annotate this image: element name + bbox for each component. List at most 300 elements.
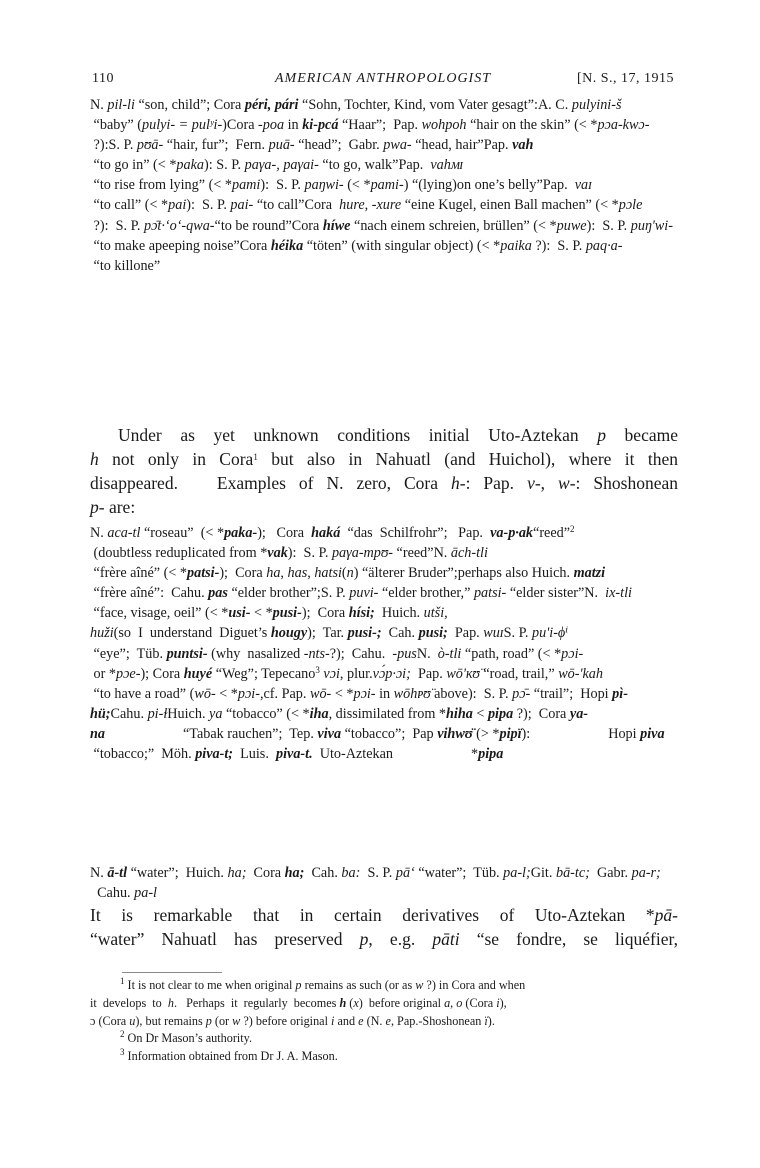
italic-term: has bbox=[287, 565, 308, 582]
text-run: ): bbox=[521, 725, 531, 742]
italic-term: h bbox=[451, 473, 460, 493]
text-run: ?): S. P. bbox=[90, 217, 144, 234]
text-run: and bbox=[334, 1013, 359, 1028]
text-run: ): S. P. bbox=[186, 197, 231, 214]
text-run: “hair, fur”; Fern. bbox=[163, 137, 269, 154]
text-run: ( bbox=[346, 995, 354, 1010]
footnote-rule bbox=[122, 972, 222, 973]
text-run: remains as such (or as bbox=[301, 978, 416, 992]
text-run: “Tabak rauchen”; Tep. bbox=[182, 725, 318, 742]
italic-term: paŋwi- bbox=[304, 177, 344, 194]
bold-italic-term: pipa bbox=[487, 705, 514, 722]
text-run: ); Tar. bbox=[307, 625, 348, 642]
italic-term: āch-tli bbox=[450, 545, 488, 562]
text-run: -: Pap. bbox=[459, 473, 528, 493]
italic-term: wohpoh bbox=[421, 117, 467, 134]
bold-italic-term: vah bbox=[512, 137, 534, 154]
text-run: “to have a road” ( bbox=[90, 685, 195, 702]
text-run: “to kill bbox=[90, 257, 134, 274]
bold-italic-term: viva bbox=[317, 725, 342, 742]
text-run: ); Cora bbox=[257, 525, 312, 541]
bold-italic-term: hiha bbox=[446, 705, 473, 722]
text-run: ); Cora bbox=[140, 665, 184, 682]
italic-term: ha; bbox=[227, 865, 247, 881]
bold-italic-term: pusi- bbox=[272, 605, 302, 622]
text-run: Cora bbox=[226, 117, 259, 134]
bold-italic-term: híwe bbox=[322, 217, 351, 234]
italic-term: pɔi- bbox=[561, 645, 584, 662]
italic-term: p bbox=[597, 425, 606, 445]
italic-term: e bbox=[358, 1013, 364, 1028]
text-run: above): S. P. bbox=[430, 685, 513, 702]
text-run: “to make a bbox=[90, 237, 155, 254]
footnote-marker: 1 bbox=[120, 976, 125, 986]
paragraph-line bbox=[90, 423, 678, 447]
text-run: (why nasalized bbox=[207, 645, 304, 662]
italic-term: o bbox=[456, 995, 463, 1010]
text-run: A. C. bbox=[537, 97, 572, 113]
etymology-list-a bbox=[90, 95, 678, 276]
text-run: “elder brother,” bbox=[378, 585, 474, 602]
text-run: “to rise from lying” (< * bbox=[90, 177, 232, 194]
text-run: , bbox=[307, 565, 315, 582]
bold-italic-term: hougy bbox=[270, 625, 308, 642]
italic-term: wōhᴘʊ̈ bbox=[393, 685, 431, 702]
text-run: “to be round” bbox=[214, 217, 292, 234]
text-run: Cahu. bbox=[90, 885, 135, 902]
text-run: “path, road” (< * bbox=[461, 645, 562, 662]
text-run: ?); Cora bbox=[513, 705, 570, 722]
entry-continuation-line bbox=[109, 137, 484, 153]
text-run: ) “(lying) bbox=[403, 177, 457, 194]
footnote-line bbox=[90, 995, 680, 1013]
italic-term: ò-tli bbox=[437, 645, 462, 662]
text-run: (N. bbox=[363, 1013, 386, 1028]
italic-term: pāti bbox=[432, 929, 460, 949]
text-run: < * bbox=[250, 605, 273, 622]
text-run: , Pap.-Shoshonean bbox=[390, 1013, 485, 1028]
italic-term: pɔ̄t·ʻoʻ-qwa- bbox=[144, 217, 215, 234]
text-run: “reed” bbox=[533, 525, 571, 541]
text-run: “water”; Huich. bbox=[127, 865, 228, 881]
italic-term: pɔi- bbox=[353, 685, 376, 702]
text-run: “to call” bbox=[253, 197, 305, 214]
bold-italic-term: pusi-; bbox=[347, 625, 382, 642]
text-run: , plur. bbox=[339, 665, 373, 682]
text-run: ) before original bbox=[358, 995, 445, 1010]
paragraph-line bbox=[90, 471, 678, 495]
italic-term: ha bbox=[266, 565, 281, 582]
footnote-marker: 2 bbox=[120, 1029, 125, 1040]
text-run: “Sohn, Tochter, Kind, vom Vater gesagt”: bbox=[298, 97, 538, 113]
text-run: ?) before original bbox=[240, 1013, 331, 1028]
text-run: ); Cora bbox=[301, 605, 349, 622]
bold-italic-term: ya-na bbox=[90, 705, 589, 742]
text-run: “to go, walk” bbox=[318, 157, 399, 174]
text-run: “road, trail,” bbox=[479, 665, 559, 682]
footnote-line bbox=[90, 1030, 680, 1048]
text-run: Pap. bbox=[410, 665, 447, 682]
bold-italic-term: pusi; bbox=[418, 625, 448, 642]
italic-term: utši, huži bbox=[90, 605, 448, 642]
footnote-marker: 1 bbox=[253, 452, 258, 462]
text-run: Cora bbox=[239, 237, 271, 254]
text-run: Pap. bbox=[447, 625, 484, 642]
text-run: “Haar”; Pap. bbox=[338, 117, 422, 134]
entry-continuation-line bbox=[155, 238, 240, 254]
text-run: “eine Kugel, einen Ball machen” (< * bbox=[401, 197, 619, 214]
text-run: < * bbox=[215, 685, 238, 702]
text-run: (Cora bbox=[462, 995, 497, 1010]
text-run: “water”; Tüb. bbox=[414, 865, 504, 881]
italic-term: pil-li bbox=[107, 97, 135, 113]
text-run: ) “älterer Bruder”; bbox=[353, 565, 458, 582]
entry-continuation-line bbox=[215, 218, 292, 234]
text-run: “tobacco”; Pap bbox=[341, 725, 438, 742]
text-run: * bbox=[471, 746, 479, 763]
italic-term: pu'i-ϕⁱ bbox=[532, 625, 569, 642]
text-run: N. bbox=[433, 545, 451, 562]
italic-term: aca-tl bbox=[107, 525, 141, 541]
text-run: ( bbox=[341, 565, 347, 582]
text-run: < * bbox=[331, 685, 354, 702]
italic-term: pami bbox=[231, 177, 261, 194]
text-run: , e.g. bbox=[368, 929, 433, 949]
paragraph-line bbox=[90, 927, 678, 951]
text-run: N. bbox=[584, 585, 606, 602]
bold-italic-term: piva bbox=[640, 725, 665, 742]
text-run: Cora bbox=[246, 865, 285, 881]
italic-term: pʊā- bbox=[136, 137, 164, 154]
bold-italic-term: matzi bbox=[573, 565, 606, 582]
italic-term: u bbox=[129, 1013, 136, 1028]
italic-term: hure bbox=[339, 197, 365, 214]
italic-term: -xure bbox=[371, 197, 402, 214]
italic-term: pa-r; bbox=[631, 865, 661, 881]
footnote-line bbox=[90, 1048, 680, 1066]
text-run: “to go in” (< * bbox=[90, 157, 177, 174]
text-run: cf. Pap. bbox=[263, 685, 310, 702]
text-run: N. bbox=[90, 865, 108, 881]
footnotes bbox=[90, 977, 680, 1066]
text-run: (> * bbox=[472, 725, 500, 742]
entry-continuation-line bbox=[393, 746, 503, 762]
text-run: “roseau” (< * bbox=[140, 525, 225, 541]
italic-term: pi-ɫ bbox=[147, 705, 168, 722]
text-run: Pap. bbox=[398, 157, 431, 174]
italic-term: vahᴍɪ bbox=[430, 157, 464, 174]
italic-term: p bbox=[205, 1013, 212, 1028]
text-run: “to call” (< * bbox=[90, 197, 169, 214]
text-run: “das Schilfrohr”; Pap. bbox=[340, 525, 491, 541]
italic-term: paq·a- bbox=[585, 237, 623, 254]
bold-italic-term: vihwʊ̈ bbox=[437, 725, 473, 742]
text-run: ): S. P. bbox=[260, 177, 305, 194]
text-run: S. P. bbox=[320, 585, 350, 602]
italic-term: -poa bbox=[258, 117, 285, 134]
italic-term: pai bbox=[168, 197, 187, 214]
bold-italic-term: ā-tl bbox=[107, 865, 128, 881]
italic-term: pa-l; bbox=[503, 865, 531, 881]
italic-term: w bbox=[232, 1013, 241, 1028]
bold-italic-term: héika bbox=[270, 237, 304, 254]
italic-term: puvi- bbox=[349, 585, 379, 602]
italic-term: pā- bbox=[654, 905, 678, 925]
text-run: ): S. P. bbox=[586, 217, 631, 234]
text-run: It is not clear to me when original bbox=[124, 978, 296, 992]
text-run: perhaps also Huich. bbox=[457, 565, 574, 582]
text-run: “se fondre, se liquéfier, bbox=[459, 929, 679, 949]
text-run: “frère aîné” (< * bbox=[90, 565, 187, 582]
text-run: on one’s belly” bbox=[456, 177, 543, 194]
text-run: it develops to bbox=[90, 995, 168, 1010]
italic-term: v bbox=[527, 473, 535, 493]
text-run: ), bbox=[499, 995, 507, 1010]
paragraph-water-derivatives bbox=[90, 903, 678, 951]
paragraph-line bbox=[90, 447, 678, 471]
entry-line bbox=[90, 97, 538, 113]
entry-continuation-line bbox=[114, 625, 504, 641]
italic-term: h bbox=[167, 995, 174, 1010]
italic-term: paka bbox=[176, 157, 205, 174]
italic-term: wō- bbox=[309, 685, 332, 702]
text-run: N. bbox=[90, 97, 108, 113]
running-header bbox=[92, 71, 674, 91]
text-run: Cora bbox=[304, 197, 340, 214]
italic-term: ya bbox=[209, 705, 223, 722]
text-run: ); Cora bbox=[219, 565, 267, 582]
text-run: “tobacco;” Möh. bbox=[90, 746, 196, 763]
italic-term: bā-tc; bbox=[555, 865, 590, 881]
bold-italic-term: piva-t; bbox=[195, 746, 234, 763]
text-run: ) bbox=[222, 117, 227, 134]
entry-continuation-line bbox=[457, 177, 543, 193]
text-run: in bbox=[375, 685, 394, 702]
italic-term: x bbox=[353, 995, 359, 1010]
text-run: “elder brother”; bbox=[227, 585, 321, 602]
text-run: “hair on the skin” (< * bbox=[466, 117, 598, 134]
entry-continuation-line bbox=[105, 726, 530, 742]
italic-term: pɔa-kwɔ- bbox=[597, 117, 650, 134]
bold-italic-term: iha bbox=[309, 705, 329, 722]
text-run: became bbox=[605, 425, 678, 445]
bold-italic-term: va-p·ak bbox=[490, 525, 534, 541]
text-run: one” bbox=[133, 257, 161, 274]
italic-term: ï bbox=[484, 1013, 488, 1028]
text-run: , bbox=[280, 565, 288, 582]
italic-term: paγa-mpʊ- bbox=[331, 545, 393, 562]
text-run: “eye”; Tüb. bbox=[90, 645, 167, 662]
text-run: N. bbox=[416, 645, 438, 662]
text-run: “son, child”; Cora bbox=[134, 97, 245, 113]
etymology-list-b bbox=[90, 523, 678, 764]
italic-term: vaɪ bbox=[574, 177, 592, 194]
text-run: “nach einem schreien, brüllen” (< * bbox=[350, 217, 557, 234]
volume-citation: [N. S., 17, 1915 bbox=[576, 71, 674, 86]
footnote-marker: 2 bbox=[570, 524, 575, 534]
text-run: Pap. bbox=[542, 177, 575, 194]
italic-term: wō-'kah bbox=[558, 665, 603, 682]
text-run: S. P. bbox=[503, 625, 533, 642]
italic-term: p bbox=[90, 497, 99, 517]
italic-term: i bbox=[331, 1013, 335, 1028]
text-run: but also in Nahuatl (and Huichol), where it then bbox=[257, 449, 679, 469]
text-run: ), but remains bbox=[135, 1013, 206, 1028]
entry-continuation-line bbox=[321, 585, 584, 601]
text-run: Cah. bbox=[381, 625, 419, 642]
paragraph-line bbox=[90, 903, 678, 927]
italic-term: w bbox=[558, 473, 570, 493]
text-run: ?) in Cora and when bbox=[423, 978, 526, 992]
text-run: , dissimilated from * bbox=[328, 705, 446, 722]
text-run: not only in Cora bbox=[98, 449, 254, 469]
paragraph-uto-aztekan-p bbox=[90, 423, 678, 519]
text-run: “reed” bbox=[393, 545, 434, 562]
italic-term: e bbox=[385, 1013, 391, 1028]
text-run: - are: bbox=[98, 497, 136, 517]
italic-term: wō- bbox=[194, 685, 216, 702]
text-run: -: Shoshonean bbox=[569, 473, 678, 493]
bold-italic-term: h bbox=[339, 995, 347, 1010]
italic-term: paγa-, paγai- bbox=[244, 157, 319, 174]
bold-italic-term: pipa bbox=[478, 746, 504, 763]
italic-term: patsi- bbox=[473, 585, 507, 602]
bold-italic-term: ki-pcá bbox=[302, 117, 339, 134]
bold-italic-term: pipï bbox=[499, 725, 522, 742]
italic-term: w bbox=[415, 978, 424, 992]
text-run: . Perhaps it regularly becomes bbox=[173, 995, 340, 1010]
bold-italic-term: ha; bbox=[284, 865, 305, 881]
text-run: Huich. bbox=[374, 605, 424, 622]
text-run: “töten” (with singular object) (< * bbox=[303, 237, 501, 254]
text-run: ): S. P. bbox=[287, 545, 332, 562]
italic-term: ix-tli bbox=[605, 585, 632, 602]
italic-term: n bbox=[346, 565, 354, 582]
text-run: peeping noise” bbox=[155, 237, 240, 254]
text-run: “frère aîné”: Cahu. bbox=[90, 585, 209, 602]
entry-line bbox=[90, 865, 531, 881]
text-run: Pap. bbox=[483, 137, 513, 154]
italic-term: pa-l bbox=[134, 885, 157, 902]
italic-term: pɔle bbox=[618, 197, 643, 214]
italic-term: vɔ́p·ɔi; bbox=[372, 665, 411, 682]
italic-term: pwa- bbox=[383, 137, 412, 154]
bold-italic-term: haká bbox=[311, 525, 341, 541]
italic-term: ba: bbox=[341, 865, 361, 881]
text-run: in bbox=[284, 117, 303, 134]
text-run: Cora bbox=[291, 217, 323, 234]
text-run: Hopi bbox=[608, 725, 641, 742]
bold-italic-term: huyé bbox=[183, 665, 213, 682]
text-run: “trail”; Hopi bbox=[530, 685, 613, 702]
text-run: ?): S. P. bbox=[531, 237, 586, 254]
text-run: (or bbox=[211, 1013, 233, 1028]
text-run: ɔ (Cora bbox=[90, 1013, 130, 1028]
text-run: S. P. bbox=[360, 865, 396, 881]
text-run: Information obtained from Dr J. A. Mason. bbox=[124, 1049, 338, 1064]
text-run: Cahu. bbox=[110, 705, 148, 722]
italic-term: -pus bbox=[392, 645, 417, 662]
bold-italic-term: pas bbox=[208, 585, 228, 602]
text-run: “elder sister” bbox=[506, 585, 585, 602]
italic-term: pulyini-š bbox=[571, 97, 622, 113]
text-run: ): S. P. bbox=[204, 157, 245, 174]
italic-term: pɔi- bbox=[237, 685, 260, 702]
text-run: ?): bbox=[90, 137, 109, 154]
text-run: Gabr. bbox=[589, 865, 632, 881]
text-run: (so I understand Diguet’s bbox=[113, 625, 271, 642]
text-run: “head, hair” bbox=[411, 137, 484, 154]
italic-term: p bbox=[295, 978, 302, 992]
text-run: ). bbox=[487, 1013, 495, 1028]
italic-term: h bbox=[90, 449, 99, 469]
text-run: S. P. bbox=[108, 137, 137, 154]
italic-term: wō'ᴋʊ̈ bbox=[446, 665, 480, 682]
bold-italic-term: patsi- bbox=[187, 565, 220, 582]
text-run: or * bbox=[90, 665, 117, 682]
entry-continuation-line bbox=[133, 258, 160, 274]
text-run: N. bbox=[90, 525, 108, 541]
footnote-line bbox=[90, 977, 680, 995]
bold-italic-term: puntsi- bbox=[166, 645, 208, 662]
italic-term: paika bbox=[500, 237, 532, 254]
text-run: It is remarkable that in certain derivatives of Uto-Aztekan * bbox=[90, 905, 655, 925]
text-run: “head”; Gabr. bbox=[294, 137, 384, 154]
text-run: “water” Nahuatl has preserved bbox=[90, 929, 360, 949]
italic-term: wuɪ bbox=[483, 625, 504, 642]
text-run: disappeared. Examples of N. zero, Cora bbox=[90, 473, 451, 493]
text-run: On Dr Mason’s authority. bbox=[124, 1031, 253, 1046]
italic-term: puwe bbox=[556, 217, 587, 234]
italic-term: pami- bbox=[370, 177, 404, 194]
italic-term: puā- bbox=[268, 137, 295, 154]
text-run: Uto-Aztekan bbox=[312, 746, 393, 763]
page-number: 110 bbox=[92, 71, 114, 86]
bold-italic-term: piva-t. bbox=[275, 746, 313, 763]
text-run: (< * bbox=[343, 177, 371, 194]
text-run: Cah. bbox=[304, 865, 342, 881]
text-run: , bbox=[259, 685, 264, 702]
italic-term: -nts- bbox=[303, 645, 330, 662]
bold-italic-term: usi- bbox=[228, 605, 251, 622]
italic-term: vɔi bbox=[323, 665, 340, 682]
text-run: “Weg”; Tepecano bbox=[212, 665, 316, 682]
italic-term: puŋ'wi- bbox=[630, 217, 673, 234]
text-run: < bbox=[472, 705, 488, 722]
italic-term: hatsi bbox=[314, 565, 342, 582]
entry-line bbox=[90, 525, 533, 541]
bold-italic-term: paka- bbox=[224, 525, 258, 541]
footnote-line bbox=[90, 1013, 680, 1031]
text-run: Luis. bbox=[233, 746, 276, 763]
italic-term: p bbox=[359, 929, 369, 949]
entry-continuation-line bbox=[111, 706, 168, 722]
footnote-marker: 3 bbox=[315, 664, 320, 675]
text-run: -, bbox=[534, 473, 559, 493]
italic-term: pɔe- bbox=[116, 665, 141, 682]
paragraph-line bbox=[90, 495, 678, 519]
italic-term: pai- bbox=[230, 197, 254, 214]
italic-term: pɔ̄- bbox=[512, 685, 531, 702]
footnote-marker: 3 bbox=[120, 1047, 125, 1058]
journal-title: AMERICAN ANTHROPOLOGIST bbox=[274, 71, 492, 86]
italic-term: a bbox=[444, 995, 451, 1010]
text-run: Git. bbox=[530, 865, 556, 881]
italic-term: pulyi- = pulʸi- bbox=[142, 117, 223, 134]
text-run: Huich. bbox=[167, 705, 210, 722]
text-run: , bbox=[364, 197, 372, 214]
italic-term: i bbox=[496, 995, 500, 1010]
